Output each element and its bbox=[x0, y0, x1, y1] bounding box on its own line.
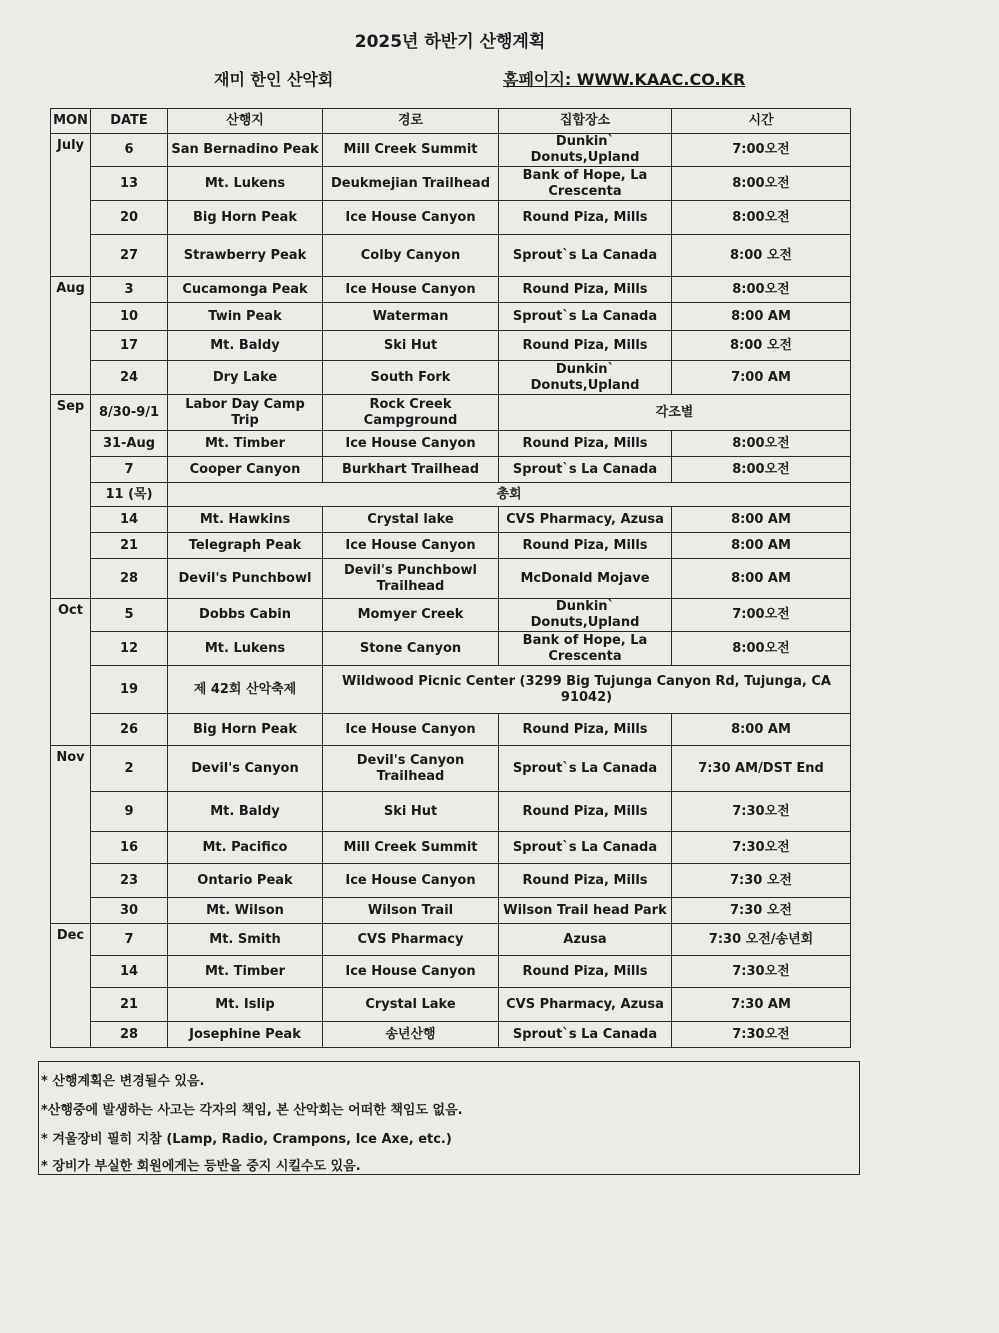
destination-cell: Mt. Lukens bbox=[168, 632, 323, 666]
route-cell: Rock Creek Campground bbox=[323, 395, 499, 431]
meeting-place-cell: Sprout`s La Canada bbox=[499, 832, 672, 864]
time-cell: 7:30 오전 bbox=[672, 864, 851, 898]
meeting-place-cell: McDonald Mojave bbox=[499, 559, 672, 599]
time-cell: 7:30 오전 bbox=[672, 898, 851, 924]
col-header-month: MON bbox=[51, 109, 91, 134]
destination-cell: Dobbs Cabin bbox=[168, 599, 323, 632]
date-cell: 9 bbox=[91, 792, 168, 832]
meeting-place-cell: Bank of Hope, La Crescenta bbox=[499, 167, 672, 201]
route-cell: Momyer Creek bbox=[323, 599, 499, 632]
date-cell: 28 bbox=[91, 1022, 168, 1048]
time-cell: 7:00 AM bbox=[672, 361, 851, 395]
destination-cell: Big Horn Peak bbox=[168, 714, 323, 746]
table-row bbox=[51, 431, 851, 457]
notes-box bbox=[38, 1061, 860, 1175]
note-2: *산행중에 발생하는 사고는 각자의 책임, 본 산악회는 어떠한 책임도 없음. bbox=[41, 1103, 463, 1118]
table-row bbox=[51, 792, 851, 832]
time-cell: 8:00오전 bbox=[672, 431, 851, 457]
month-label: Oct bbox=[51, 599, 91, 746]
time-cell: 8:00 AM bbox=[672, 507, 851, 533]
destination-cell: Strawberry Peak bbox=[168, 235, 323, 277]
date-cell: 13 bbox=[91, 167, 168, 201]
route-cell: 송년산행 bbox=[323, 1022, 499, 1048]
route-cell: Colby Canyon bbox=[323, 235, 499, 277]
venue-cell: Wildwood Picnic Center (3299 Big Tujunga Canyon Rd, Tujunga, CA 91042) bbox=[323, 666, 851, 714]
route-cell: Waterman bbox=[323, 303, 499, 331]
meeting-place-cell: Round Piza, Mills bbox=[499, 864, 672, 898]
date-cell: 3 bbox=[91, 277, 168, 303]
table-row bbox=[51, 395, 851, 431]
date-cell: 10 bbox=[91, 303, 168, 331]
destination-cell: Telegraph Peak bbox=[168, 533, 323, 559]
meeting-place-cell: Round Piza, Mills bbox=[499, 956, 672, 988]
destination-cell: Ontario Peak bbox=[168, 864, 323, 898]
route-cell: Burkhart Trailhead bbox=[323, 457, 499, 483]
month-label: Sep bbox=[51, 395, 91, 599]
table-row bbox=[51, 483, 851, 507]
destination-cell: Cucamonga Peak bbox=[168, 277, 323, 303]
table-row bbox=[51, 303, 851, 331]
date-cell: 8/30-9/1 bbox=[91, 395, 168, 431]
col-header-date: DATE bbox=[91, 109, 168, 134]
destination-cell: Josephine Peak bbox=[168, 1022, 323, 1048]
destination-cell: Cooper Canyon bbox=[168, 457, 323, 483]
page-title: 2025년 하반기 산행계획 bbox=[354, 32, 546, 52]
header-row bbox=[51, 109, 851, 134]
route-cell: Deukmejian Trailhead bbox=[323, 167, 499, 201]
table-row bbox=[51, 599, 851, 632]
time-cell: 8:00오전 bbox=[672, 457, 851, 483]
date-cell: 24 bbox=[91, 361, 168, 395]
time-cell: 7:30 AM/DST End bbox=[672, 746, 851, 792]
route-cell: Mill Creek Summit bbox=[323, 134, 499, 167]
date-cell: 6 bbox=[91, 134, 168, 167]
time-cell: 8:00 오전 bbox=[672, 331, 851, 361]
meeting-place-cell: CVS Pharmacy, Azusa bbox=[499, 507, 672, 533]
date-cell: 14 bbox=[91, 507, 168, 533]
group-cell: 각조별 bbox=[499, 395, 851, 431]
date-cell: 31-Aug bbox=[91, 431, 168, 457]
time-cell: 8:00 AM bbox=[672, 559, 851, 599]
month-label: Dec bbox=[51, 924, 91, 1048]
date-cell: 21 bbox=[91, 988, 168, 1022]
meeting-place-cell: Dunkin` Donuts,Upland bbox=[499, 134, 672, 167]
table-row bbox=[51, 898, 851, 924]
date-cell: 23 bbox=[91, 864, 168, 898]
time-cell: 8:00오전 bbox=[672, 167, 851, 201]
route-cell: South Fork bbox=[323, 361, 499, 395]
destination-cell: 제 42회 산악축제 bbox=[168, 666, 323, 714]
destination-cell: Devil's Punchbowl bbox=[168, 559, 323, 599]
meeting-place-cell: Round Piza, Mills bbox=[499, 201, 672, 235]
route-cell: Devil's Punchbowl Trailhead bbox=[323, 559, 499, 599]
route-cell: Ice House Canyon bbox=[323, 956, 499, 988]
time-cell: 8:00 AM bbox=[672, 533, 851, 559]
table-row bbox=[51, 988, 851, 1022]
destination-cell: Mt. Timber bbox=[168, 956, 323, 988]
date-cell: 2 bbox=[91, 746, 168, 792]
date-cell: 12 bbox=[91, 632, 168, 666]
col-header-time: 시간 bbox=[672, 109, 851, 134]
time-cell: 7:30오전 bbox=[672, 832, 851, 864]
route-cell: Devil's Canyon Trailhead bbox=[323, 746, 499, 792]
route-cell: Ice House Canyon bbox=[323, 431, 499, 457]
time-cell: 7:00오전 bbox=[672, 134, 851, 167]
month-label: Nov bbox=[51, 746, 91, 924]
route-cell: Ski Hut bbox=[323, 792, 499, 832]
date-cell: 28 bbox=[91, 559, 168, 599]
date-cell: 21 bbox=[91, 533, 168, 559]
homepage-link[interactable]: 홈페이지: WWW.KAAC.CO.KR bbox=[503, 70, 746, 89]
destination-cell: Mt. Wilson bbox=[168, 898, 323, 924]
meeting-place-cell: Azusa bbox=[499, 924, 672, 956]
route-cell: Ice House Canyon bbox=[323, 864, 499, 898]
route-cell: Wilson Trail bbox=[323, 898, 499, 924]
time-cell: 8:00오전 bbox=[672, 632, 851, 666]
date-cell: 7 bbox=[91, 924, 168, 956]
meeting-place-cell: Sprout`s La Canada bbox=[499, 235, 672, 277]
destination-cell: Mt. Smith bbox=[168, 924, 323, 956]
meeting-place-cell: Round Piza, Mills bbox=[499, 792, 672, 832]
time-cell: 7:30 AM bbox=[672, 988, 851, 1022]
month-label: July bbox=[51, 134, 91, 277]
route-cell: Crystal Lake bbox=[323, 988, 499, 1022]
time-cell: 7:30 오전/송년회 bbox=[672, 924, 851, 956]
time-cell: 8:00 AM bbox=[672, 714, 851, 746]
table-row bbox=[51, 832, 851, 864]
table-row bbox=[51, 533, 851, 559]
destination-cell: Devil's Canyon bbox=[168, 746, 323, 792]
table-row bbox=[51, 559, 851, 599]
table-row bbox=[51, 632, 851, 666]
table-row bbox=[51, 956, 851, 988]
table-row bbox=[51, 507, 851, 533]
destination-cell: Mt. Baldy bbox=[168, 792, 323, 832]
route-cell: Ice House Canyon bbox=[323, 714, 499, 746]
table-row bbox=[51, 714, 851, 746]
meeting-place-cell: Round Piza, Mills bbox=[499, 277, 672, 303]
time-cell: 7:30오전 bbox=[672, 792, 851, 832]
month-label: Aug bbox=[51, 277, 91, 395]
route-cell: Ice House Canyon bbox=[323, 277, 499, 303]
table-row bbox=[51, 864, 851, 898]
meeting-place-cell: Sprout`s La Canada bbox=[499, 457, 672, 483]
route-cell: Crystal lake bbox=[323, 507, 499, 533]
destination-cell: Twin Peak bbox=[168, 303, 323, 331]
destination-cell: Mt. Lukens bbox=[168, 167, 323, 201]
col-header-meeting-place: 집합장소 bbox=[499, 109, 672, 134]
table-row bbox=[51, 331, 851, 361]
time-cell: 8:00 AM bbox=[672, 303, 851, 331]
destination-cell: San Bernadino Peak bbox=[168, 134, 323, 167]
table-row bbox=[51, 361, 851, 395]
date-cell: 30 bbox=[91, 898, 168, 924]
meeting-place-cell: Sprout`s La Canada bbox=[499, 746, 672, 792]
meeting-place-cell: Round Piza, Mills bbox=[499, 331, 672, 361]
meeting-place-cell: CVS Pharmacy, Azusa bbox=[499, 988, 672, 1022]
date-cell: 19 bbox=[91, 666, 168, 714]
date-cell: 5 bbox=[91, 599, 168, 632]
destination-cell: Mt. Baldy bbox=[168, 331, 323, 361]
event-cell: 총회 bbox=[168, 483, 851, 507]
destination-cell: Mt. Timber bbox=[168, 431, 323, 457]
route-cell: Stone Canyon bbox=[323, 632, 499, 666]
route-cell: CVS Pharmacy bbox=[323, 924, 499, 956]
note-4: * 장비가 부실한 회원에게는 등반을 중지 시킬수도 있음. bbox=[41, 1159, 361, 1174]
note-1: * 산행계획은 변경될수 있음. bbox=[41, 1074, 205, 1089]
table-row bbox=[51, 457, 851, 483]
destination-cell: Dry Lake bbox=[168, 361, 323, 395]
time-cell: 8:00오전 bbox=[672, 277, 851, 303]
destination-cell: Labor Day Camp Trip bbox=[168, 395, 323, 431]
time-cell: 8:00오전 bbox=[672, 201, 851, 235]
destination-cell: Mt. Hawkins bbox=[168, 507, 323, 533]
table-row bbox=[51, 167, 851, 201]
destination-cell: Mt. Pacifico bbox=[168, 832, 323, 864]
meeting-place-cell: Bank of Hope, La Crescenta bbox=[499, 632, 672, 666]
time-cell: 7:30오전 bbox=[672, 956, 851, 988]
time-cell: 8:00 오전 bbox=[672, 235, 851, 277]
meeting-place-cell: Sprout`s La Canada bbox=[499, 303, 672, 331]
col-header-destination: 산행지 bbox=[168, 109, 323, 134]
meeting-place-cell: Dunkin` Donuts,Upland bbox=[499, 599, 672, 632]
note-3: * 겨울장비 필히 지참 (Lamp, Radio, Crampons, Ice Axe, etc.) bbox=[41, 1132, 452, 1147]
table-row bbox=[51, 277, 851, 303]
destination-cell: Mt. Islip bbox=[168, 988, 323, 1022]
table-row bbox=[51, 1022, 851, 1048]
date-cell: 7 bbox=[91, 457, 168, 483]
date-cell: 11 (목) bbox=[91, 483, 168, 507]
time-cell: 7:00오전 bbox=[672, 599, 851, 632]
route-cell: Ski Hut bbox=[323, 331, 499, 361]
col-header-route: 경로 bbox=[323, 109, 499, 134]
meeting-place-cell: Wilson Trail head Park bbox=[499, 898, 672, 924]
meeting-place-cell: Sprout`s La Canada bbox=[499, 1022, 672, 1048]
table-row bbox=[51, 924, 851, 956]
table-row bbox=[51, 235, 851, 277]
date-cell: 20 bbox=[91, 201, 168, 235]
meeting-place-cell: Round Piza, Mills bbox=[499, 533, 672, 559]
table-row bbox=[51, 666, 851, 714]
route-cell: Ice House Canyon bbox=[323, 201, 499, 235]
club-name: 재미 한인 산악회 bbox=[214, 70, 334, 89]
date-cell: 16 bbox=[91, 832, 168, 864]
date-cell: 26 bbox=[91, 714, 168, 746]
table-row bbox=[51, 746, 851, 792]
date-cell: 27 bbox=[91, 235, 168, 277]
time-cell: 7:30오전 bbox=[672, 1022, 851, 1048]
destination-cell: Big Horn Peak bbox=[168, 201, 323, 235]
date-cell: 17 bbox=[91, 331, 168, 361]
date-cell: 14 bbox=[91, 956, 168, 988]
table-row bbox=[51, 134, 851, 167]
hiking-schedule-table bbox=[50, 108, 851, 1048]
meeting-place-cell: Dunkin` Donuts,Upland bbox=[499, 361, 672, 395]
route-cell: Mill Creek Summit bbox=[323, 832, 499, 864]
route-cell: Ice House Canyon bbox=[323, 533, 499, 559]
meeting-place-cell: Round Piza, Mills bbox=[499, 431, 672, 457]
meeting-place-cell: Round Piza, Mills bbox=[499, 714, 672, 746]
table-row bbox=[51, 201, 851, 235]
